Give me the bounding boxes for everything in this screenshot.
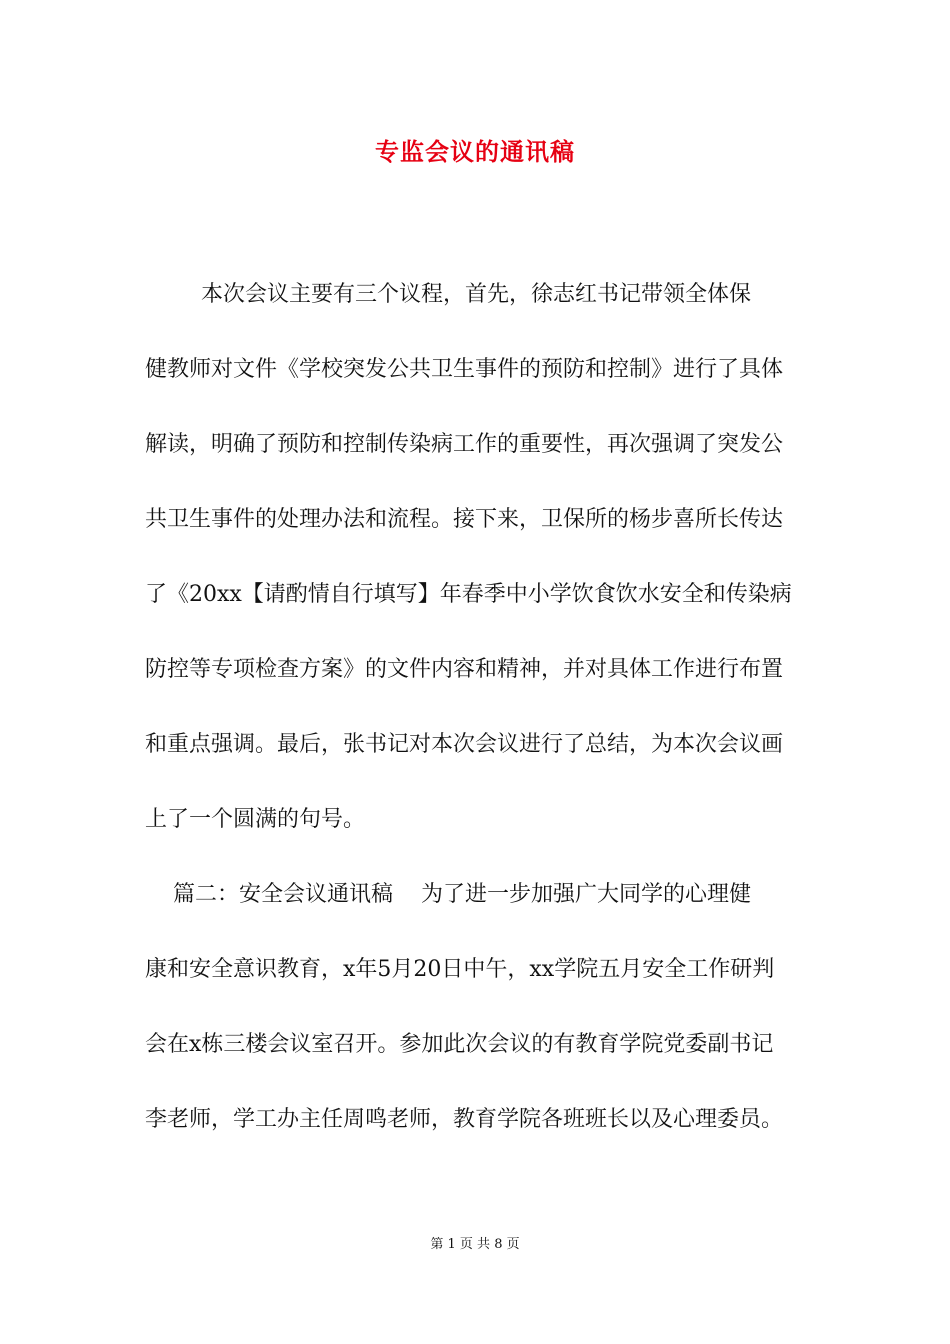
body-line: 会在x栋三楼会议室召开。参加此次会议的有教育学院党委副书记 — [145, 1032, 774, 1057]
body-line: 解读，明确了预防和控制传染病工作的重要性，再次强调了突发公 — [145, 432, 784, 457]
document-title: 专监会议的通讯稿 — [375, 137, 575, 166]
body-line: 防控等专项检查方案》的文件内容和精神，并对具体工作进行布置 — [145, 657, 784, 682]
document-body — [145, 275, 805, 1175]
body-line: 健教师对文件《学校突发公共卫生事件的预防和控制》进行了具体 — [145, 357, 784, 382]
body-line: 李老师，学工办主任周鸣老师，教育学院各班班长以及心理委员。 — [145, 1107, 784, 1132]
body-line: 和重点强调。最后，张书记对本次会议进行了总结，为本次会议画 — [145, 732, 784, 757]
body-line: 篇二：安全会议通讯稿 为了进一步加强广大同学的心理健 — [145, 882, 751, 907]
page-number-footer: 第 1 页 共 8 页 — [430, 1237, 520, 1252]
body-line: 了《20xx【请酌情自行填写】年春季中小学饮食饮水安全和传染病 — [145, 582, 792, 607]
body-line: 共卫生事件的处理办法和流程。接下来，卫保所的杨步喜所长传达 — [145, 507, 784, 532]
body-line: 上了一个圆满的句号。 — [145, 807, 366, 832]
body-line: 康和安全意识教育，x年5月20日中午，xx学院五月安全工作研判 — [145, 957, 775, 982]
body-line: 本次会议主要有三个议程，首先，徐志红书记带领全体保 — [145, 282, 751, 307]
